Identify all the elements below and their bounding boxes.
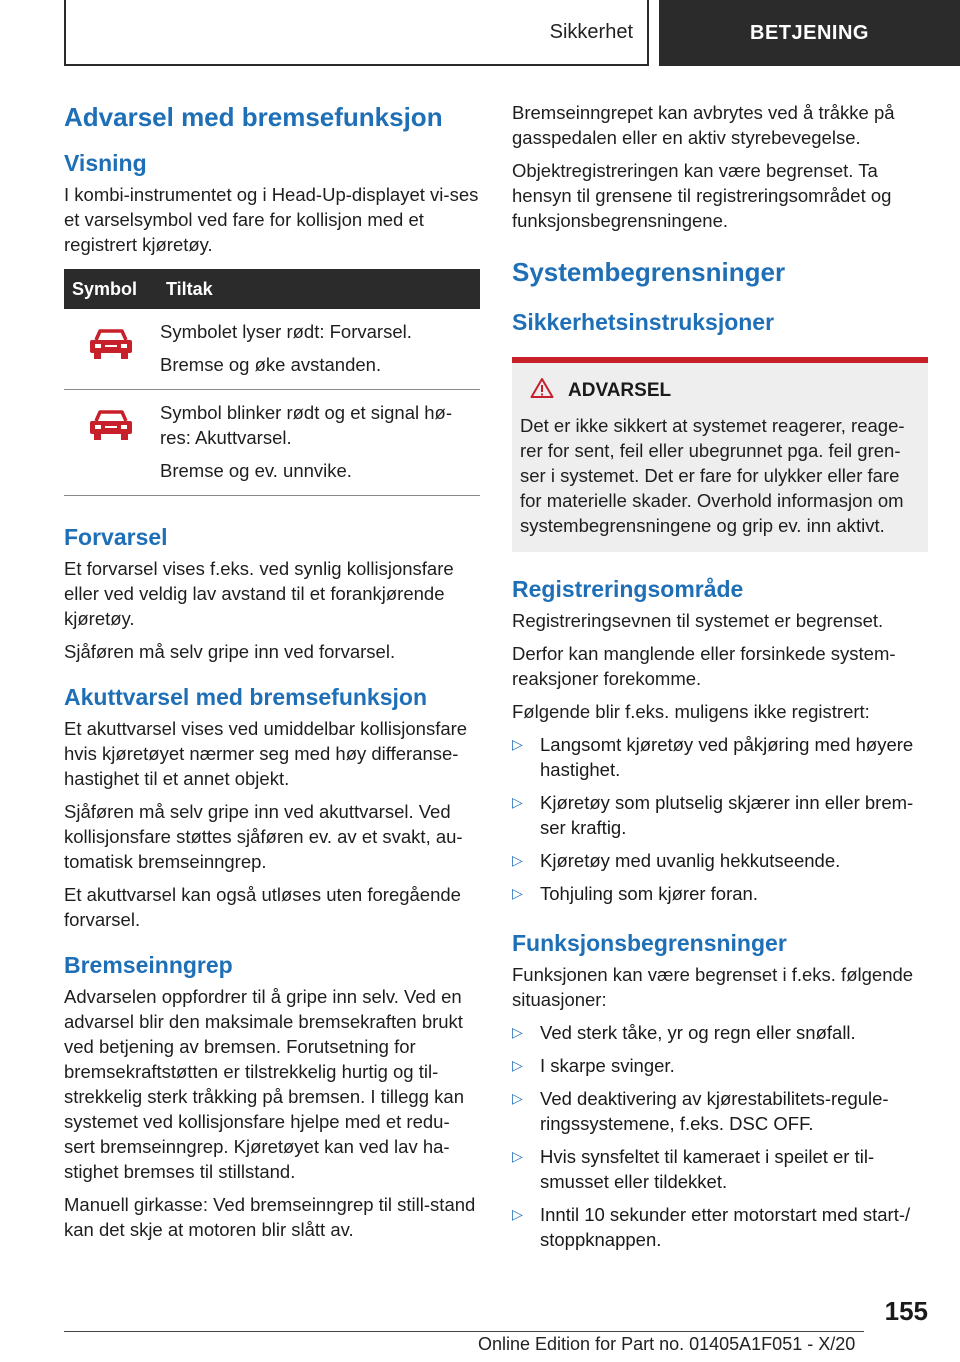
triangle-bullet-icon: ▷ xyxy=(512,736,523,752)
triangle-bullet-icon: ▷ xyxy=(512,794,523,810)
list-item: ▷ I skarpe svinger. xyxy=(512,1055,675,1076)
left-column xyxy=(64,100,480,1242)
triangle-bullet-icon: ▷ xyxy=(512,885,523,901)
warning-text: Det er ikke sikkert at systemet reagerer, reage-rer for sent, feil eller ubegrunnet pga. feil gren-ser i systemet. Det er fare for ulykker eller fare for materielle skader. Overhold informasjon om systembegrensningene og grip ev. inn aktivt. xyxy=(520,415,905,536)
chapter-tab: BETJENING xyxy=(659,0,960,66)
footer-edition: Online Edition for Part no. 01405A1F051 - X/20 xyxy=(478,1334,856,1354)
body-text: Derfor kan manglende eller forsinkede system-reaksjoner forekomme. xyxy=(512,643,896,689)
body-text: Følgende blir f.eks. muligens ikke registrert: xyxy=(512,701,870,722)
triangle-bullet-icon: ▷ xyxy=(512,852,523,868)
forvarsel-text: Et forvarsel vises f.eks. ved synlig kollisjonsfare eller ved veldig lav avstand til et forankjørende kjøretøy. xyxy=(64,558,454,629)
heading-systembegrensninger: Systembegrensninger xyxy=(512,257,786,287)
warning-triangle-icon xyxy=(530,377,554,405)
table-cell-line: Bremse og ev. unnvike. xyxy=(160,460,352,481)
symbol-table xyxy=(64,269,480,496)
triangle-bullet-icon: ▷ xyxy=(512,1057,523,1073)
body-text: Registreringsevnen til systemet er begrenset. xyxy=(512,610,884,631)
heading-akuttvarsel: Akuttvarsel med bremsefunksjon xyxy=(64,684,428,710)
page-number: 155 xyxy=(884,1296,928,1326)
list-item: ▷ Tohjuling som kjører foran. xyxy=(512,883,758,904)
heading-registreringsomrade: Registreringsområde xyxy=(512,576,744,602)
table-header-tiltak: Tiltak xyxy=(158,269,480,309)
list-item: ▷ Langsomt kjøretøy ved påkjøring med høyere hastighet. xyxy=(512,734,914,780)
car-warning-icon xyxy=(86,408,136,447)
section-title: Sikkerhet xyxy=(64,0,649,66)
bremseinngrep-text: Advarselen oppfordrer til å gripe inn selv. Ved en advarsel blir den maksimale bremsekraften brukt ved betjening av bremsen. Forutsetning for bremsekraftstøtten er tilstrekkelig hurtig og til-strekkelig sterk tråkking på bremsen. I tillegg kan systemet ved kollisjonsfare hjelpe med et redu-sert bremseinngrep. Kjøretøyet kan ved lav ha-stighet bremses til stillstand. xyxy=(64,986,464,1182)
table-header-symbol: Symbol xyxy=(64,269,158,309)
page-title: Advarsel med bremsefunksjon xyxy=(64,102,443,132)
akuttvarsel-text: Et akuttvarsel vises ved umiddelbar kollisjonsfare hvis kjøretøyet nærmer seg med høy differanse-hastighet til et annet objekt. xyxy=(64,718,468,789)
table-cell-line: Symbolet lyser rødt: Forvarsel. xyxy=(160,321,412,342)
body-text: Bremseinngrepet kan avbrytes ved å tråkke på gasspedalen eller en aktiv styrebevegelse. xyxy=(512,102,895,148)
list-item: ▷ Hvis synsfeltet til kameraet i speilet er til-smusset eller tildekket. xyxy=(512,1146,875,1192)
list-item: ▷ Inntil 10 sekunder etter motorstart med start-/ stoppknappen. xyxy=(512,1204,911,1250)
warning-label: ADVARSEL xyxy=(568,380,672,401)
limitation-list xyxy=(512,1020,928,1252)
list-item: ▷ Ved sterk tåke, yr og regn eller snøfall. xyxy=(512,1022,856,1043)
body-text: Objektregistreringen kan være begrenset. Ta hensyn til grensene til registreringsområdet og funksjonsbegrensningene. xyxy=(512,160,892,231)
list-item: ▷ Kjøretøy med uvanlig hekkutseende. xyxy=(512,850,841,871)
heading-bremseinngrep: Bremseinngrep xyxy=(64,952,233,978)
footer-divider xyxy=(64,1331,864,1332)
car-warning-icon xyxy=(86,327,136,366)
heading-sikkerhetsinstruksjoner: Sikkerhetsinstruksjoner xyxy=(512,309,775,335)
triangle-bullet-icon: ▷ xyxy=(512,1090,523,1106)
table-row xyxy=(64,309,480,390)
heading-funksjonsbegrensninger: Funksjonsbegrensninger xyxy=(512,930,787,956)
forvarsel-text: Sjåføren må selv gripe inn ved forvarsel. xyxy=(64,641,396,662)
visning-text: I kombi-instrumentet og i Head-Up-displayet vi-ses et varselsymbol ved fare for kollisjon med et registrert kjøretøy. xyxy=(64,184,479,255)
body-text: Funksjonen kan være begrenset i f.eks. følgende situasjoner: xyxy=(512,964,914,1010)
akuttvarsel-text: Sjåføren må selv gripe inn ved akuttvarsel. Ved kollisjonsfare støttes sjåføren ev. av et svakt, au-tomatisk bremseinngrep. xyxy=(64,801,463,872)
list-item: ▷ Ved deaktivering av kjørestabilitets-regule-ringssystemene, f.eks. DSC OFF. xyxy=(512,1088,889,1134)
right-column xyxy=(512,100,928,1252)
heading-forvarsel: Forvarsel xyxy=(64,524,168,550)
table-cell-line: Symbol blinker rødt og et signal hø-res: Akuttvarsel. xyxy=(160,402,453,448)
list-item: ▷ Kjøretøy som plutselig skjærer inn eller brem-ser kraftig. xyxy=(512,792,914,838)
registration-list xyxy=(512,732,928,906)
triangle-bullet-icon: ▷ xyxy=(512,1148,523,1164)
bremseinngrep-text: Manuell girkasse: Ved bremseinngrep til still-stand kan det skje at motoren blir slått av. xyxy=(64,1194,476,1240)
page-header xyxy=(64,0,960,66)
triangle-bullet-icon: ▷ xyxy=(512,1024,523,1040)
triangle-bullet-icon: ▷ xyxy=(512,1206,523,1222)
table-cell-line: Bremse og øke avstanden. xyxy=(160,354,382,375)
table-row xyxy=(64,390,480,496)
heading-visning: Visning xyxy=(64,150,147,176)
warning-box xyxy=(512,357,928,552)
akuttvarsel-text: Et akuttvarsel kan også utløses uten foregående forvarsel. xyxy=(64,884,461,930)
